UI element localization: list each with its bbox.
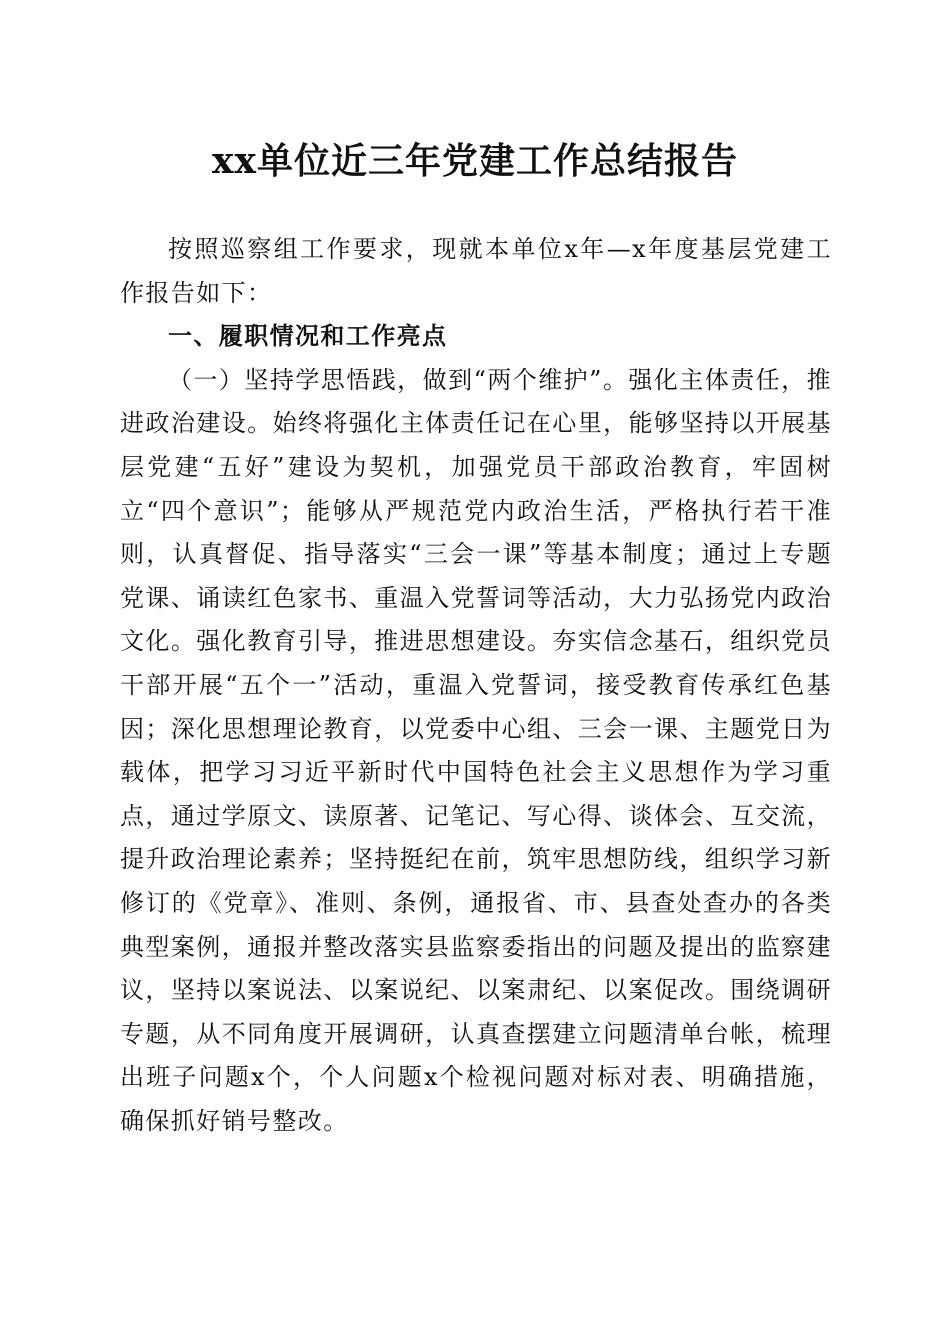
intro-paragraph: 按照巡察组工作要求，现就本单位x年—x年度基层党建工作报告如下：: [120, 235, 832, 307]
document-body: [120, 228, 832, 1143]
document-title: xx单位近三年党建工作总结报告: [212, 140, 738, 182]
section-paragraph: （一）坚持学思悟践，做到“两个维护”。强化主体责任，推进政治建设。始终将强化主体责任记在心里，能够坚持以开展基层党建“五好”建设为契机，加强党员干部政治教育，牢固树立“四个意识”；能够从严规范党内政治生活，严格执行若干准则，认真督促、指导落实“三会一课”等基本制度；通过上专题党课、诵读红色家书、重温入党誓词等活动，大力弘扬党内政治文化。强化教育引导，推进思想建设。夯实信念基石，组织党员干部开展“五个一”活动，重温入党誓词，接受教育传承红色基因；深化思想理论教育，以党委中心组、三会一课、主题党日为载体，把学习习近平新时代中国特色社会主义思想作为学习重点，通过学原文、读原著、记笔记、写心得、谈体会、互交流，提升政治理论素养；坚持挺纪在前，筑牢思想防线，组织学习新修订的《党章》、准则、条例，通报省、市、县查处查办的各类典型案例，通报并整改落实县监察委指出的问题及提出的监察建议，坚持以案说法、以案说纪、以案肃纪、以案促改。围绕调研专题，从不同角度开展调研，认真查摆建立问题清单台帐，梳理出班子问题x个，个人问题x个检视问题对标对表、明确措施，确保抓好销号整改。: [120, 365, 832, 1135]
section-heading: 一、履职情况和工作亮点: [168, 322, 448, 351]
